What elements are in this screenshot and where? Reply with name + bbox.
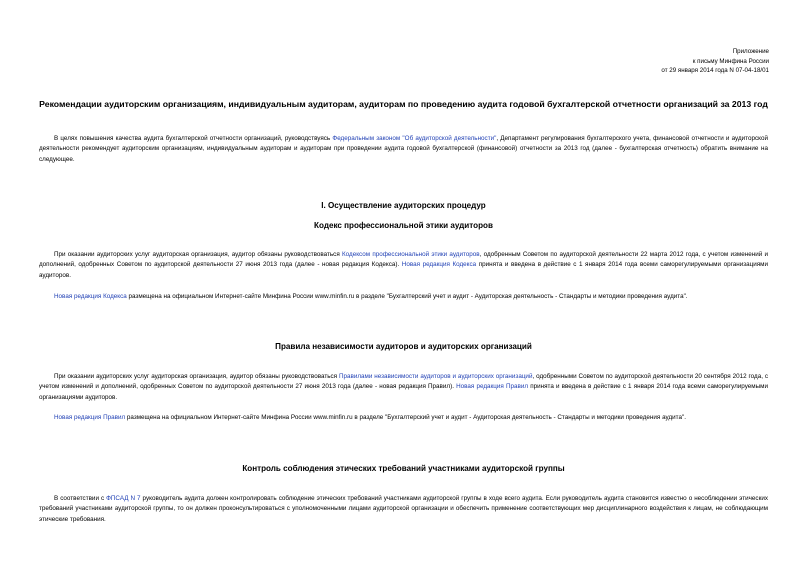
indep-text-1: При оказании аудиторских услуг аудиторская организация, аудитор обязаны руководствоваться — [54, 373, 339, 380]
fpsad-7-link[interactable]: ФПСАД N 7 — [106, 495, 141, 502]
code-text-2: , одобренным Советом по аудиторской деятельности 22 марта 2012 года, с учетом изменений и дополнений, одобренных Советом по аудиторской деятельности 27 июня 2013 года (далее - новая редакция Кодекса). — [39, 251, 768, 269]
new-rules-edition-link-2[interactable]: Новая редакция Правил — [54, 414, 126, 421]
indep-text-2: , одобренными Советом по аудиторской деятельности 20 сентября 2012 года, с учетом изменений и дополнений, одобренных Советом по аудиторской деятельности 27 июня 2013 года (далее - новая редакция Правил). — [39, 373, 768, 391]
new-code-edition-link[interactable]: Новая редакция Кодекса — [401, 261, 477, 269]
code2-text-1: размещена на официальном Интернет-сайте Минфина России www.minfin.ru в разделе "Бухгалтерский учет и аудит - Аудиторская деятельность - Стандарты и методики проведения аудита". — [126, 293, 688, 300]
intro-text-1: В целях повышения качества аудита бухгалтерской отчетности организаций, руководствуясь — [54, 135, 333, 142]
indep2-text-1: размещена на официальном Интернет-сайте Минфина России www.minfin.ru в разделе "Бухгалтерский учет и аудит - Аудиторская деятельность - Стандарты и методики проведения аудита". — [125, 414, 686, 421]
independence-paragraph-1 — [39, 372, 768, 403]
independence-rules-link[interactable]: Правилами независимости аудиторов и аудиторских организаций — [338, 373, 533, 380]
appendix-line-2: к письму Минфина России — [692, 57, 769, 65]
ethics-control-paragraph — [39, 494, 768, 525]
code-text-1: При оказании аудиторских услуг аудиторская организация, аудитор обязаны руководствоваться — [54, 251, 342, 258]
indep-text-3: принята и введена в действие с 1 января 2014 года всеми саморегулируемыми организациями аудиторов. — [39, 383, 768, 401]
ethics-text-2: руководитель аудита должен контролировать соблюдение этических требований участниками аудиторской группы в ходе всего аудита. Если руководитель аудита становится известно о несоблюдении этических требований участниками аудиторской группы, то он должен проконсультироваться с уполномоченными лицами аудиторской организации и обеспечить применение соответствующих мер дисциплинарного воздействия к лицам, не соблюдающим этические требования. — [39, 495, 768, 523]
appendix-line-1: Приложение — [732, 48, 769, 55]
independence-paragraph-2 — [39, 413, 768, 423]
new-rules-edition-link[interactable]: Новая редакция Правил — [456, 383, 529, 391]
code-paragraph-1 — [39, 250, 768, 281]
intro-paragraph — [39, 134, 768, 165]
section-heading-audit-procedures: I. Осуществление аудиторских процедур — [321, 201, 486, 210]
federal-law-link[interactable]: Федеральным законом "Об аудиторской деятельности" — [332, 135, 497, 142]
code-text-3: принята и введена в действие с 1 января 2014 года всеми саморегулируемыми организациями аудиторов. — [39, 261, 768, 279]
section-heading-independence-rules: Правила независимости аудиторов и аудиторских организаций — [275, 342, 532, 351]
subheading-ethics-code: Кодекс профессиональной этики аудиторов — [314, 221, 493, 230]
ethics-code-link[interactable]: Кодексом профессиональной этики аудиторов — [342, 251, 480, 258]
appendix-note — [661, 47, 769, 76]
section-heading-ethics-control: Контроль соблюдения этических требований участниками аудиторской группы — [242, 464, 565, 473]
intro-text-2: , Департамент регулирования бухгалтерского учета, финансовой отчетности и аудиторской деятельности рекомендует аудиторским организациям, индивидуальным аудиторам и аудиторам при проведении аудита годовой бухгалтерской (финансовой) отчетности за 2013 год (далее - бухгалтерская отчетность) обратить внимание на следующее. — [39, 135, 768, 163]
ethics-text-1: В соответствии с — [54, 495, 107, 502]
appendix-line-3: от 29 января 2014 года N 07-04-18/01 — [661, 67, 769, 74]
document-title: Рекомендации аудиторским организациям, индивидуальным аудиторам, аудиторам по проведению аудита годовой бухгалтерской отчетности организаций за 2013 год — [39, 99, 768, 109]
code-paragraph-2 — [39, 292, 768, 302]
new-code-edition-link-2[interactable]: Новая редакция Кодекса — [54, 293, 127, 300]
